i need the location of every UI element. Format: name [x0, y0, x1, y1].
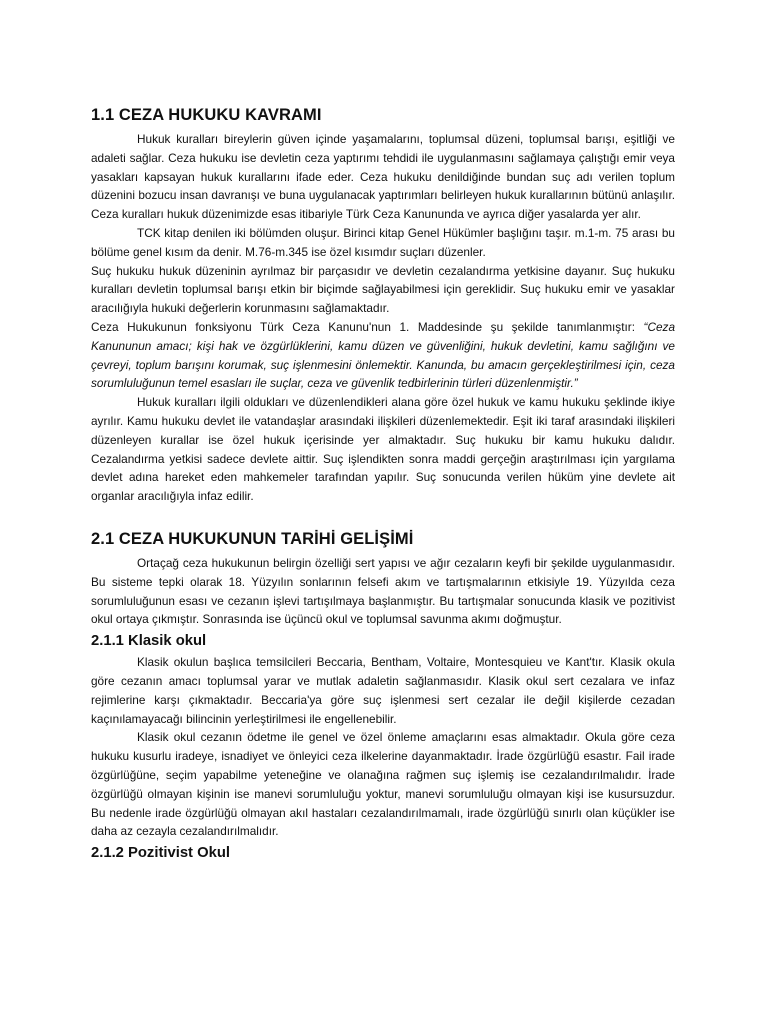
- section-heading-ceza-hukuku-kavrami: 1.1 CEZA HUKUKU KAVRAMI: [91, 106, 322, 124]
- paragraph: Suç hukuku hukuk düzeninin ayrılmaz bir parçasıdır ve devletin cezalandırma yetkisine dayanır. Suç hukuku kuralları devletin toplumsal barışı etkin bir biçimde sağlayabilmesi için gereklidir. Suç hukuku emir ve yasaklar aracılığıyla hukuki değerlerin korunmasını sağlamaktadır.: [91, 263, 675, 316]
- paragraph-tck-definition: [91, 318, 675, 393]
- paragraph: Klasik okulun başlıca temsilcileri Beccaria, Bentham, Voltaire, Montesquieu ve Kant'tır. Klasik okula göre cezanın amacı toplumsal yarar ve mutlak adaletin sağlanmasıdır. Klasik okul sert cezalara ve infaz rejimlerine karşı çıkmaktadır. Beccaria'ya göre suç işlenmesi sert cezalar ile değil kişilerde cezadan kaçınılamayacağı bilincinin yerleştirilmesi ile engellenebilir.: [91, 655, 675, 726]
- paragraph: Hukuk kuralları bireylerin güven içinde yaşamalarını, toplumsal düzeni, toplumsal barışı, eşitliği ve adaleti sağlar. Ceza hukuku ise devletin ceza yaptırımı tehdidi ile uygulanmasını sağlamaya çalıştığı emir veya yasakları kapsayan hukuk kurallarını ifade eder. Ceza hukuku denildiğinde bundan suç adı verilen toplum düzenini bozucu insan davranışı ve buna uygulanacak yaptırımları belirleyen hukuk kurallarının bütünü anlaşılır. Ceza kuralları hukuk düzenimizde esas itibariyle Türk Ceza Kanununda ve ayrıca diğer yasalarda yer alır.: [91, 132, 675, 222]
- subsection-heading-pozitivist-okul: 2.1.2 Pozitivist Okul: [91, 845, 230, 862]
- subsection-heading-klasik-okul: 2.1.1 Klasik okul: [91, 633, 207, 650]
- paragraph-text: Ceza Hukukunun fonksiyonu Türk Ceza Kanunu'nun 1. Maddesinde şu şekilde tanımlanmıştır:: [91, 319, 644, 334]
- paragraph: Hukuk kuralları ilgili oldukları ve düzenlendikleri alana göre özel hukuk ve kamu hukuku şeklinde ikiye ayrılır. Kamu hukuku devlet ile vatandaşlar arasındaki ilişkileri düzenlemektedir. Eşit iki taraf arasındaki ilişkileri düzenleyen kurallar ise özel hukuk içerisinde yer almaktadır. Suç hukuku bir kamu hukuku dalıdır. Cezalandırma yetkisi sadece devlete aittir. Suç işlendikten sonra maddi gerçeğin araştırılması için yargılama devlet adına hareket eden mahkemeler tarafından yapılır. Suç sonucunda verilen hüküm yine devlete ait organlar aracılığıyla infaz edilir.: [91, 395, 675, 504]
- paragraph: TCK kitap denilen iki bölümden oluşur. Birinci kitap Genel Hükümler başlığını taşır. m.1-m. 75 arası bu bölüme genel kısım da denir. M.76-m.345 ise özel kısımdır suçları düzenler.: [91, 225, 675, 259]
- paragraph: Ortaçağ ceza hukukunun belirgin özelliği sert yapısı ve ağır cezaların keyfi bir şekilde uygulanmasıdır. Bu sisteme tepki olarak 18. Yüzyılın sonlarının felsefi akım ve tartışmalarının etkisiyle 19. Yüzyılda ceza sorumluluğunun esası ve cezanın işlevi tartışılmaya başlanmıştır. Bu tartışmalar sonucunda klasik ve pozitivist okul ortaya çıkmıştır. Sonrasında ise üçüncü okul ve toplumsal savunma akımı doğmuştur.: [91, 555, 675, 627]
- tck-quote: “Ceza Kanununun amacı; kişi hak ve özgürlüklerini, kamu düzen ve güvenliğini, hukuk devletini, kamu sağlığını ve çevreyi, toplum barışını korumak, suç işlenmesini önlemektir. Kanunda, bu amacın gerçekleştirilmesi için, ceza sorumluluğunun temel esasları ile suçlar, ceza ve güvenlik tedbirlerinin türleri düzenlenmiştir.”: [91, 319, 675, 391]
- section-heading-tarihi-gelisim: 2.1 CEZA HUKUKUNUN TARİHİ GELİŞİMİ: [91, 529, 414, 548]
- document-page: [91, 104, 675, 865]
- paragraph: Klasik okul cezanın ödetme ile genel ve özel önleme amaçlarını esas almaktadır. Okula göre ceza hukuku kusurlu iradeye, isnadiyet ve önleyici ceza ilkelerine dayanmaktadır. İrade özgürlüğü esastır. Fail irade özgürlüğüne, seçim yapabilme yeteneğine ve olanağına rağmen suç işlemiş ise cezalandırılmalıdır. İrade özgürlüğü olmayan kişinin ise manevi sorumluluğu yoktur, manevi sorumluluğu olmayan kişi ise kusursuzdur. Bu nedenle irade özgürlüğü olmayan akıl hastaları cezalandırılmamalı, irade özgürlüğü sınırlı olan küçükler ise daha az cezayla cezalandırılmalıdır.: [91, 730, 675, 839]
